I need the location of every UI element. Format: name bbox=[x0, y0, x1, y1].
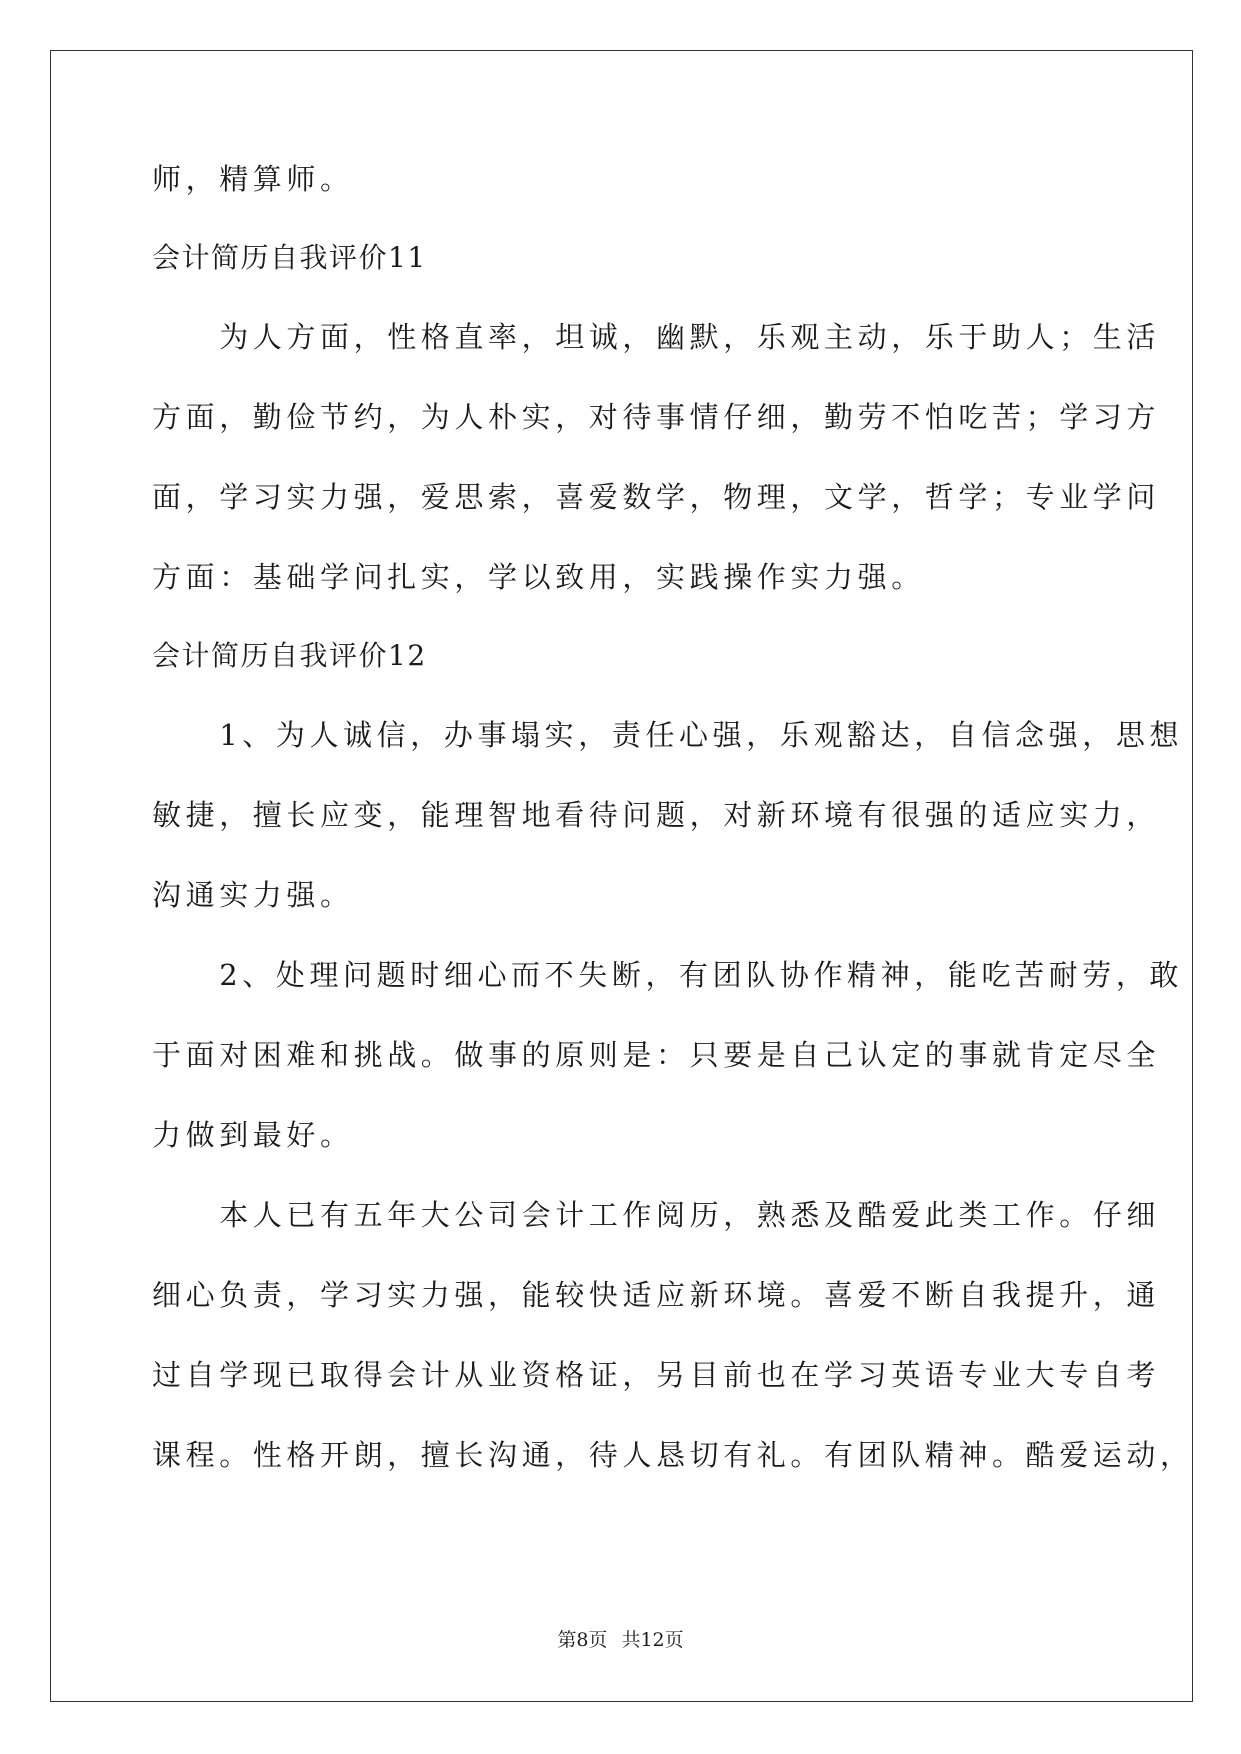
text-line: 为人方面，性格直率，坦诚，幽默，乐观主动，乐于助人；生活 bbox=[152, 320, 1161, 354]
text-line: 敏捷，擅长应变，能理智地看待问题，对新环境有很强的适应实力， bbox=[152, 798, 1161, 832]
text-line: 面，学习实力强，爱思索，喜爱数学，物理，文学，哲学；专业学问 bbox=[152, 480, 1161, 514]
page-footer bbox=[0, 1628, 1241, 1652]
text-line: 本人已有五年大公司会计工作阅历，熟悉及酷爱此类工作。仔细 bbox=[152, 1198, 1161, 1232]
text-line: 过自学现已取得会计从业资格证，另目前也在学习英语专业大专自考 bbox=[152, 1358, 1161, 1392]
page-number: 第8页 bbox=[557, 1629, 608, 1651]
text-line: 课程。性格开朗，擅长沟通，待人恳切有礼。有团队精神。酷爱运动， bbox=[152, 1438, 1194, 1472]
text-line: 于面对困难和挑战。做事的原则是：只要是自己认定的事就肯定尽全 bbox=[152, 1038, 1161, 1072]
page-total: 共12页 bbox=[621, 1629, 684, 1651]
text-line: 1、为人诚信，办事塌实，责任心强，乐观豁达，自信念强，思想 bbox=[152, 718, 1184, 752]
section-heading: 会计简历自我评价11 bbox=[152, 241, 427, 274]
document-body bbox=[152, 158, 1194, 1476]
text-line: 沟通实力强。 bbox=[152, 878, 354, 912]
section-heading: 会计简历自我评价12 bbox=[152, 639, 427, 672]
text-line: 方面，勤俭节约，为人朴实，对待事情仔细，勤劳不怕吃苦；学习方 bbox=[152, 400, 1161, 434]
text-line: 2、处理问题时细心而不失断，有团队协作精神，能吃苦耐劳，敢 bbox=[152, 958, 1184, 992]
text-line: 力做到最好。 bbox=[152, 1118, 354, 1152]
text-line: 细心负责，学习实力强，能较快适应新环境。喜爱不断自我提升，通 bbox=[152, 1278, 1161, 1312]
text-line: 师，精算师。 bbox=[152, 162, 354, 196]
text-line: 方面：基础学问扎实，学以致用，实践操作实力强。 bbox=[152, 560, 925, 594]
